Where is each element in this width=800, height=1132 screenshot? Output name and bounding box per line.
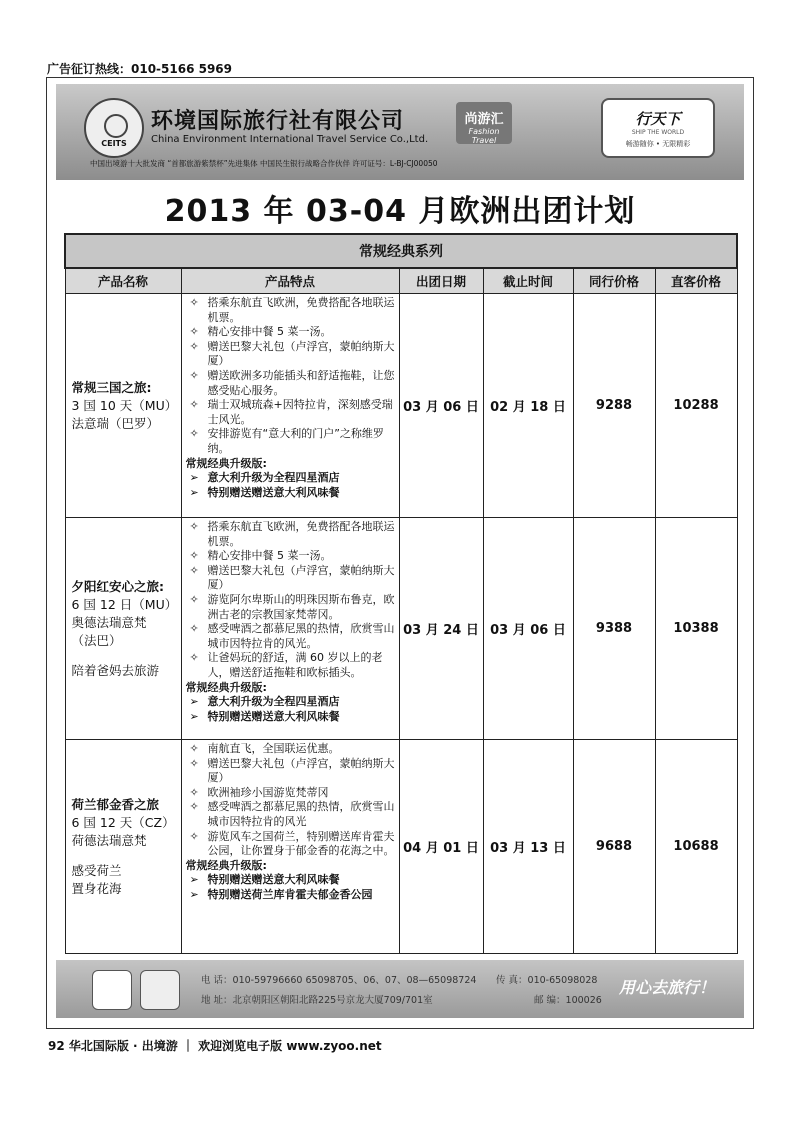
retail-price: 10288 [655, 294, 737, 518]
feature-text: 搭乘东航直飞欧洲，免费搭配各地联运机票。 [207, 296, 395, 324]
feature-text: 南航直飞，全国联运优惠。 [207, 742, 340, 755]
deadline-date: 03 月 06 日 [483, 518, 573, 740]
diamond-bullet-icon: ✧ [189, 549, 199, 563]
footer-address: 地 址：北京朝阳区朝阳北路225号京龙大厦709/701室 [201, 995, 433, 1006]
feature-item [186, 757, 395, 786]
upgrade-item [186, 471, 395, 486]
feature-item [186, 593, 395, 622]
deadline-date: 02 月 18 日 [483, 294, 573, 518]
product-name-line: 荷兰郁金香之旅 [71, 796, 160, 812]
feature-text: 欧洲袖珍小国游览梵蒂冈 [207, 785, 329, 799]
feature-item [186, 651, 395, 680]
upgrade-text: 意大利升级为全程四星酒店 [207, 471, 340, 485]
diamond-bullet-icon: ✧ [189, 800, 199, 814]
product-name-line: 6 国 12 天（CZ） [71, 814, 175, 830]
page-footer-line: 92 华北国际版 · 出境游 ｜ 欢迎浏览电子版 www.zyoo.net [48, 1039, 382, 1053]
diamond-bullet-icon: ✧ [189, 829, 199, 843]
feature-text: 让爸妈玩的舒适，满 60 岁以上的老人，赠送舒适拖鞋和欧标插头。 [207, 651, 383, 679]
upgrade-item [186, 695, 395, 710]
feature-text: 搭乘东航直飞欧洲，免费搭配各地联运机票。 [207, 520, 395, 548]
product-name-line: 常规三国之旅: [71, 379, 152, 395]
product-name-line: 置身花海 [71, 880, 122, 896]
table-row [65, 740, 737, 954]
upgrade-text: 特别赠送赠送意大利风味餐 [207, 709, 340, 723]
arrow-bullet-icon: ➢ [189, 485, 199, 499]
product-name-line: 夕阳红安心之旅: [71, 578, 164, 594]
series-title: 常规经典系列 [65, 234, 737, 268]
product-features [181, 518, 399, 740]
diamond-bullet-icon: ✧ [189, 427, 199, 441]
upgrade-item [186, 710, 395, 725]
diamond-bullet-icon: ✧ [189, 622, 199, 636]
arrow-bullet-icon: ➢ [189, 695, 199, 709]
column-header: 出团日期 [399, 268, 483, 294]
diamond-bullet-icon: ✧ [189, 563, 199, 577]
product-name-line [72, 850, 175, 862]
table-row [65, 518, 737, 740]
product-name [65, 740, 181, 954]
xtx-title: 行天下 [635, 110, 681, 128]
diamond-bullet-icon: ✧ [189, 756, 199, 770]
feature-item [186, 800, 395, 829]
feature-text: 精心安排中餐 5 菜一汤。 [207, 325, 332, 339]
feature-text: 瑞士双城琉森+因特拉肯，深刻感受瑞士风光。 [207, 398, 393, 426]
diamond-bullet-icon: ✧ [189, 742, 199, 755]
column-header: 产品名称 [65, 268, 181, 294]
fashion-travel-logo [456, 102, 512, 144]
upgrade-text: 特别赠送赠送意大利风味餐 [207, 485, 340, 499]
ceits-logo-icon [84, 98, 144, 158]
retail-price: 10688 [655, 740, 737, 954]
footer-zip: 邮 编：100026 [534, 995, 602, 1006]
feature-item [186, 340, 395, 369]
upgrade-item [186, 486, 395, 501]
product-name-line: 荷德法瑞意梵 [71, 832, 147, 848]
arrow-bullet-icon: ➢ [189, 873, 199, 887]
ceits-badge-icon [140, 970, 180, 1010]
feature-item [186, 398, 395, 427]
xingtianxia-logo [601, 98, 715, 158]
product-features [181, 740, 399, 954]
fashion-en: Fashion Travel [468, 127, 500, 145]
upgrade-text: 特别赠送荷兰库肯霍夫郁金香公园 [207, 887, 373, 901]
product-name [65, 518, 181, 740]
fashion-cn: 尚游汇 [464, 112, 504, 127]
diamond-bullet-icon: ✧ [189, 325, 199, 339]
diamond-bullet-icon: ✧ [189, 785, 199, 799]
logo-text: CEITS [101, 139, 127, 148]
feature-item [186, 742, 395, 757]
product-name-line: （法巴） [71, 632, 122, 648]
feature-text: 赠送巴黎大礼包（卢浮宫，蒙帕纳斯大厦） [207, 563, 395, 592]
feature-item [186, 830, 395, 859]
ad-hotline: 广告征订热线：010-5166 5969 [47, 62, 233, 76]
peer-price: 9688 [573, 740, 655, 954]
tour-table [64, 233, 738, 954]
diamond-bullet-icon: ✧ [189, 520, 199, 533]
company-header [56, 84, 744, 180]
peer-price: 9288 [573, 294, 655, 518]
feature-item [186, 296, 395, 325]
product-name-line: 奥德法瑞意梵 [71, 614, 147, 630]
column-header: 直客价格 [655, 268, 737, 294]
product-name-line: 感受荷兰 [71, 862, 122, 878]
feature-text: 感受啤酒之都慕尼黑的热情，欣赏雪山城市因特拉肯的风光。 [207, 622, 395, 650]
retail-price: 10388 [655, 518, 737, 740]
deadline-date: 03 月 13 日 [483, 740, 573, 954]
arrow-bullet-icon: ➢ [189, 887, 199, 901]
company-motto: 中国出境游十大批发商 “首都旅游紫禁杯”先进集体 中国民生银行战略合作伙伴 许可证号：L-BJ-CJ00050 [90, 159, 438, 168]
contact-footer [56, 960, 744, 1018]
diamond-bullet-icon: ✧ [189, 398, 199, 412]
peer-price: 9388 [573, 518, 655, 740]
diamond-bullet-icon: ✧ [189, 592, 199, 606]
upgrade-label: 常规经典升级版: [185, 680, 267, 694]
upgrade-label: 常规经典升级版: [185, 858, 267, 872]
upgrade-label: 常规经典升级版: [185, 456, 267, 470]
depart-date: 03 月 06 日 [399, 294, 483, 518]
feature-text: 游览风车之国荷兰，特别赠送库肯霍夫公园，让你置身于郁金香的花海之中。 [207, 829, 395, 858]
diamond-bullet-icon: ✧ [189, 651, 199, 665]
depart-date: 04 月 01 日 [399, 740, 483, 954]
fashion-badge-icon [92, 970, 132, 1010]
company-name-en: China Environment International Travel Service Co.,Ltd. [151, 134, 429, 145]
feature-item [186, 564, 395, 593]
xtx-en: SHIP THE WORLD [631, 129, 685, 136]
feature-item [186, 325, 395, 340]
footer-fax: 传 真：010-65098028 [496, 975, 598, 986]
feature-item [186, 622, 395, 651]
xtx-slogan: 畅游随你 • 无限精彩 [625, 140, 691, 148]
footer-phone: 电 话：010-59796660 65098705、06、07、08—65098724 [201, 975, 477, 986]
product-features [181, 294, 399, 518]
feature-text: 赠送巴黎大礼包（卢浮宫，蒙帕纳斯大厦） [207, 756, 395, 785]
column-header: 截止时间 [483, 268, 573, 294]
upgrade-item [186, 873, 395, 888]
footer-slogan: 用心去旅行！ [619, 978, 716, 997]
feature-text: 精心安排中餐 5 菜一汤。 [207, 549, 332, 563]
diamond-bullet-icon: ✧ [189, 368, 199, 382]
product-name-line: 法意瑞（巴罗） [71, 415, 160, 431]
feature-item [186, 369, 395, 398]
page-title: 2013 年 03-04 月欧洲出团计划 [164, 194, 636, 229]
product-name-line: 3 国 10 天（MU） [71, 397, 178, 413]
feature-item [186, 427, 395, 456]
feature-item [186, 786, 395, 801]
product-name-line [72, 650, 175, 662]
feature-text: 感受啤酒之都慕尼黑的热情，欣赏雪山城市因特拉肯的风光 [207, 800, 395, 828]
upgrade-text: 特别赠送赠送意大利风味餐 [207, 873, 340, 887]
table-row [65, 294, 737, 518]
product-name [65, 294, 181, 518]
depart-date: 03 月 24 日 [399, 518, 483, 740]
feature-item [186, 549, 395, 564]
diamond-bullet-icon: ✧ [189, 296, 199, 309]
arrow-bullet-icon: ➢ [189, 471, 199, 485]
feature-text: 安排游览有“意大利的门户”之称维罗纳。 [207, 427, 384, 455]
diamond-bullet-icon: ✧ [189, 339, 199, 353]
upgrade-item [186, 888, 395, 903]
feature-text: 赠送巴黎大礼包（卢浮宫，蒙帕纳斯大厦） [207, 339, 395, 368]
company-name-cn: 环境国际旅行社有限公司 [151, 109, 405, 134]
upgrade-text: 意大利升级为全程四星酒店 [207, 695, 340, 709]
feature-text: 赠送欧洲多功能插头和舒适拖鞋，让您感受贴心服务。 [207, 368, 395, 397]
column-header: 同行价格 [573, 268, 655, 294]
column-header: 产品特点 [181, 268, 399, 294]
feature-item [186, 520, 395, 549]
arrow-bullet-icon: ➢ [189, 709, 199, 723]
product-name-line: 6 国 12 日（MU） [71, 596, 178, 612]
feature-text: 游览阿尔卑斯山的明珠因斯布鲁克，欧洲古老的宗教国家梵蒂冈。 [207, 592, 395, 621]
product-name-line: 陪着爸妈去旅游 [71, 662, 160, 678]
